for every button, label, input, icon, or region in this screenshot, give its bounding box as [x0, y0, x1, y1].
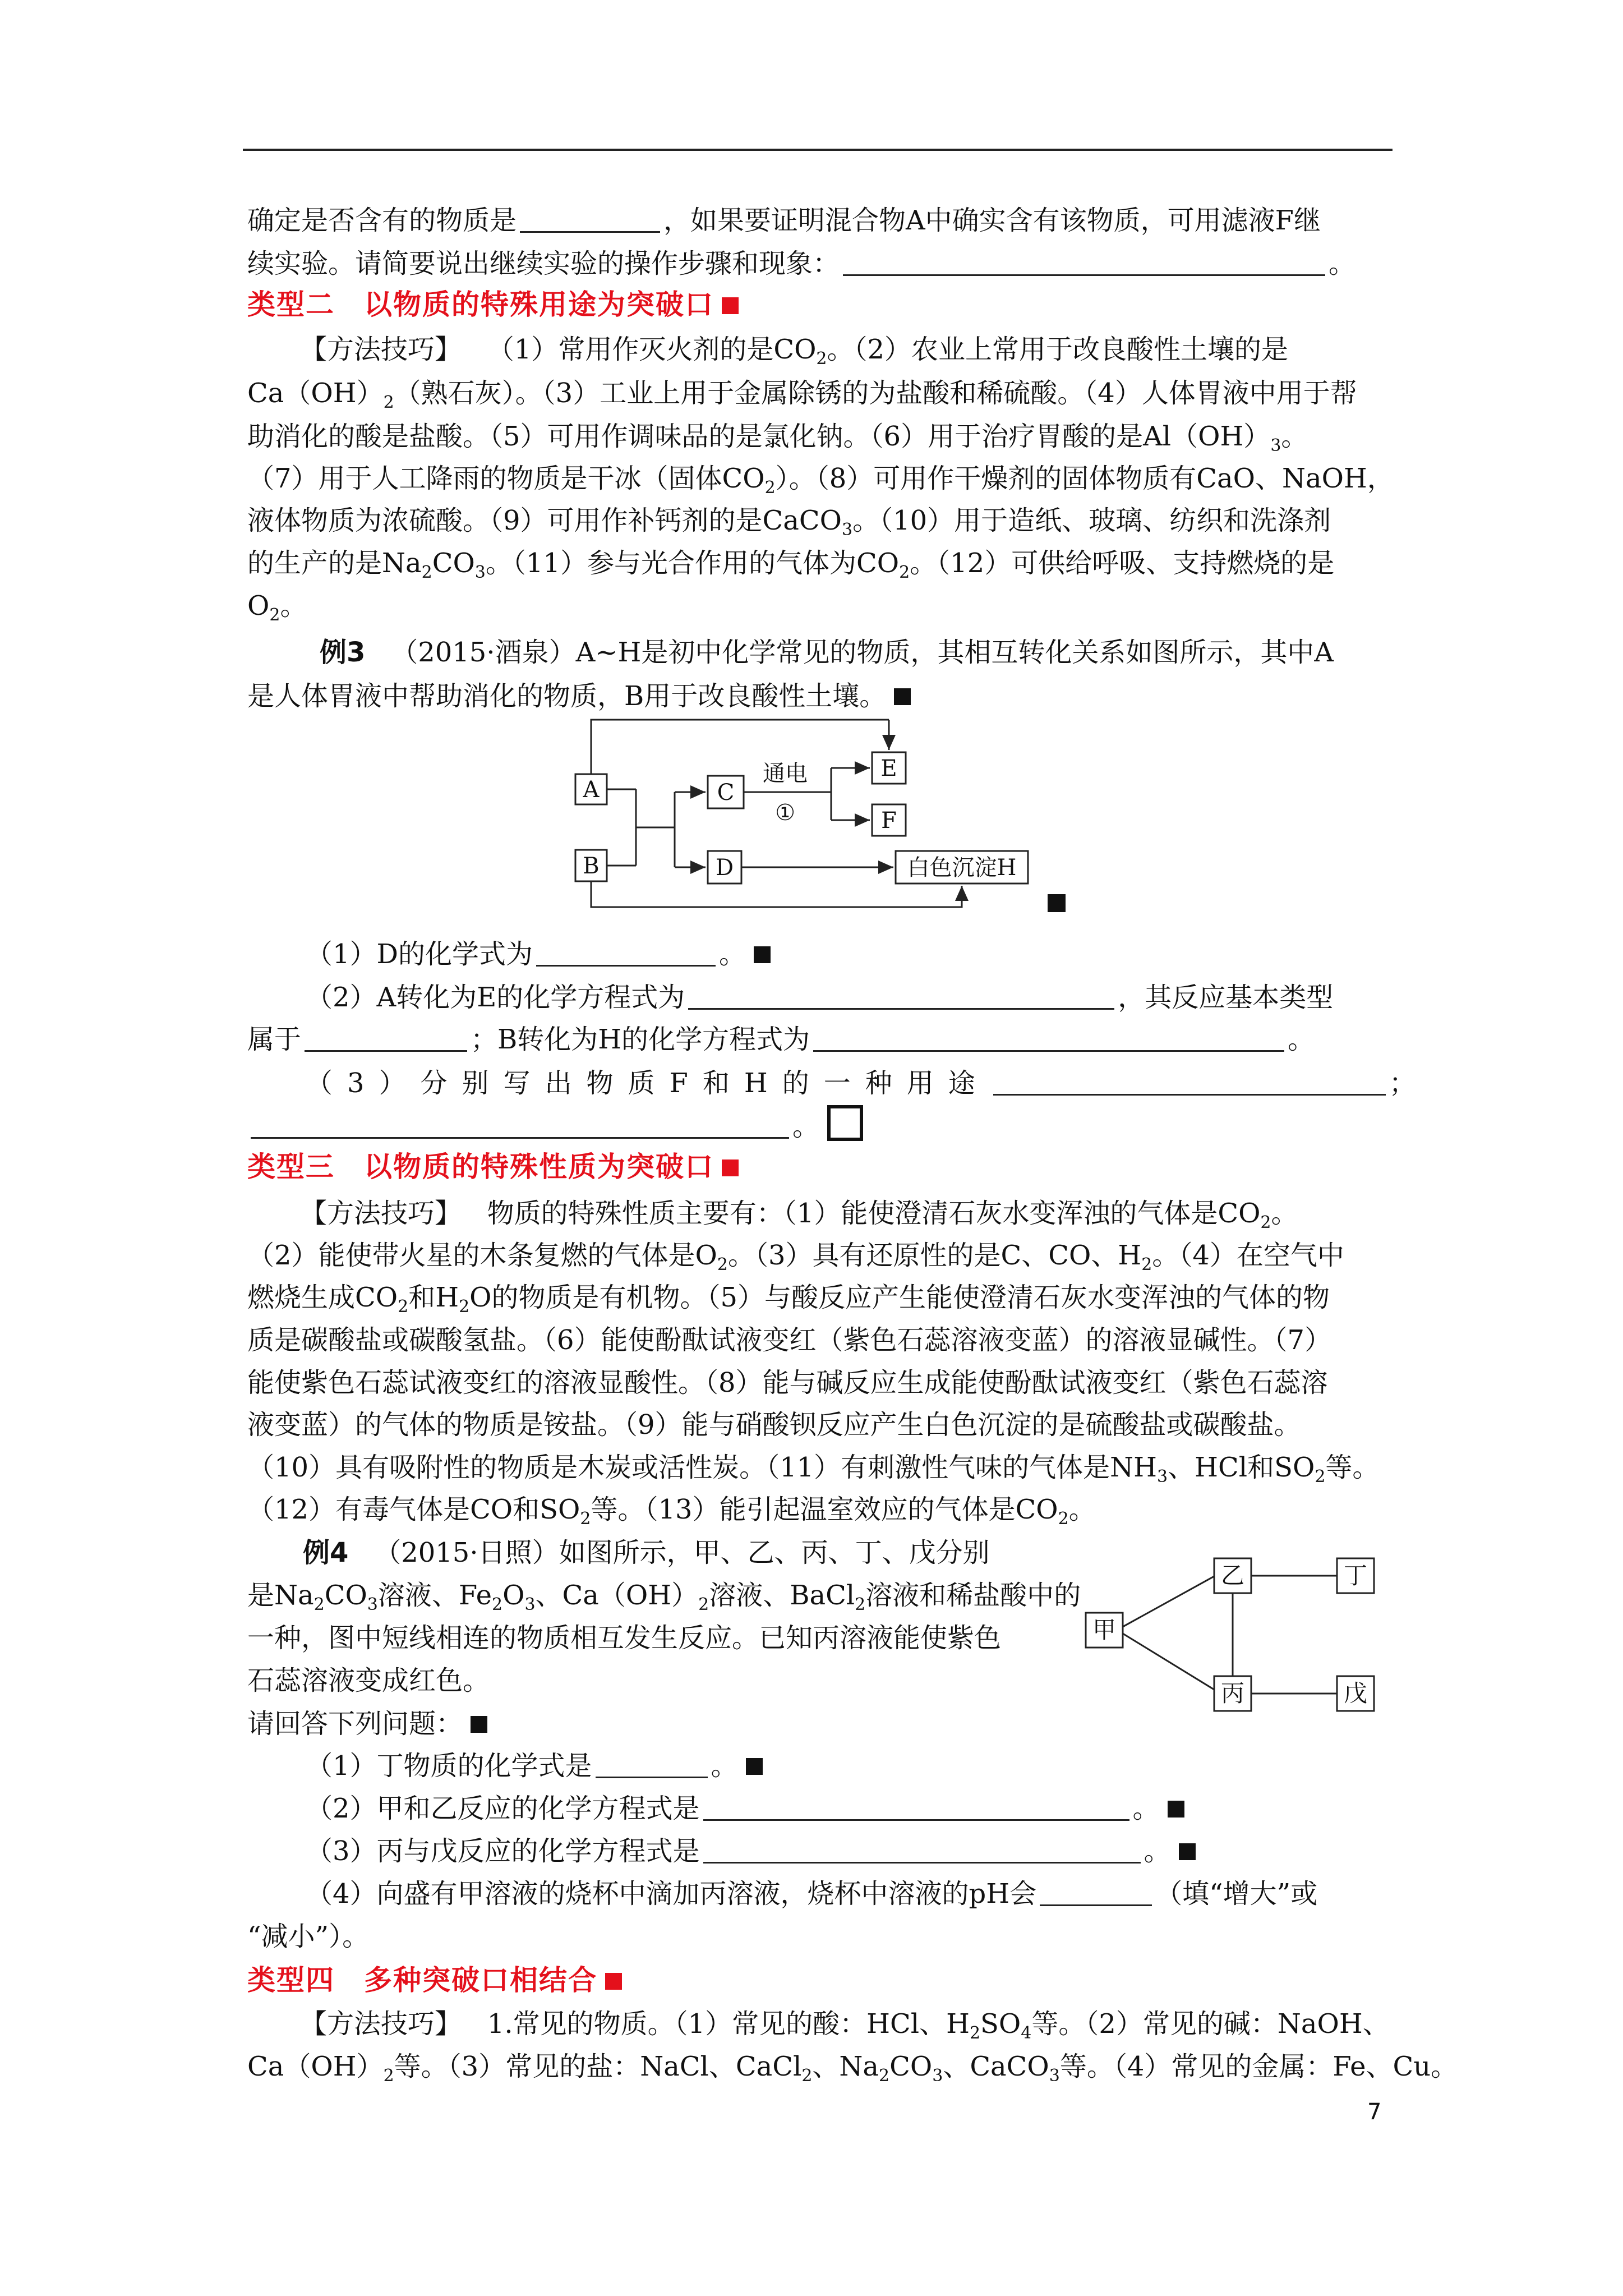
example4-q1: （1）丁物质的化学式是 。 — [306, 1745, 763, 1787]
type2-line-4: （7）用于人工降雨的物质是干冰（固体$CO_2$）。（8）可用作干燥剂的固体物质有CaO、NaOH， — [247, 463, 1394, 498]
type3-line-8: （12）有毒气体是CO和$SO_2$等。（13）能引起温室效应的气体是$CO_2$。 — [247, 1494, 1096, 1529]
type2-line-5: 液体物质为浓硫酸。（9）可用作补钙剂的是CaCO$_3$。（10）用于造纸、玻璃、纺织和洗涤剂 — [247, 505, 1331, 540]
type2-line-6: 的生产的是$Na_2CO_3$。（11）参与光合作用的气体为$CO_2$。（12）可供给呼吸、支持燃烧的是 — [247, 547, 1335, 582]
node-c-label: C — [717, 780, 735, 806]
example3-q2: （2）A转化为E的化学方程式为 ，其反应基本类型 — [306, 976, 1333, 1019]
section-heading-type4: 类型四 多种突破口相结合 — [247, 1959, 622, 2001]
square-marker-icon — [1179, 1843, 1196, 1860]
type2-line-7: $O_2$。 — [247, 590, 307, 625]
example4-q4: （4）向盛有甲溶液的烧杯中滴加丙溶液，烧杯中溶液的pH会 （填“增大”或 — [306, 1872, 1317, 1915]
type4-line-1: 【方法技巧】 1.常见的物质。（1）常见的酸：HCl、$H_2SO_4$等。（2）常见的碱：NaOH、 — [300, 2008, 1390, 2043]
node-d-label: D — [715, 855, 734, 881]
edge-number: ① — [775, 800, 795, 826]
square-marker-icon — [1168, 1801, 1184, 1818]
section-heading-type3: 类型三 以物质的特殊性质为突破口 — [247, 1145, 739, 1188]
answer-blank — [596, 1747, 708, 1778]
type3-line-5: 能使紫色石蕊试液变红的溶液显酸性。（8）能与碱反应生成能使酚酞试液变红（紫色石蕊溶 — [247, 1367, 1328, 1398]
type2-line-3: 助消化的酸是盐酸。（5）可用作调味品的是氯化钠。（6）用于治疗胃酸的是$Al(OH)_3$。 — [247, 421, 1308, 455]
type3-line-1: 【方法技巧】 物质的特殊性质主要有：（1）能使澄清石灰水变浑浊的气体是$CO_2$。 — [300, 1198, 1298, 1232]
example4-q2: （2）甲和乙反应的化学方程式是 。 — [306, 1787, 1184, 1830]
square-marker-icon — [746, 1758, 763, 1775]
example3-line-2: 是人体胃液中帮助消化的物质，B用于改良酸性土壤。 — [247, 675, 911, 717]
node-bing-label: 丙 — [1220, 1680, 1245, 1707]
answer-blank — [1040, 1875, 1152, 1906]
node-a-label: A — [583, 777, 600, 803]
example3-line-1: 例3 （2015·酒泉）A~H是初中化学常见的物质，其相互转化关系如图所示，其中A — [320, 637, 1334, 668]
type3-line-2: （2）能使带火星的木条复燃的气体是$O_2$。（3）具有还原性的是C、CO、$H_2$。（4）在空气中 — [247, 1240, 1344, 1274]
intro-line-1: 确定是否含有的物质是 ，如果要证明混合物A中确实含有该物质，可用滤液F继 — [247, 199, 1321, 242]
type3-line-3: 燃烧生成$CO_2$和$H_2O$的物质是有机物。（5）与酸反应产生能使澄清石灰水变浑浊的气体的物 — [247, 1282, 1330, 1317]
type3-line-4: 质是碳酸盐或碳酸氢盐。（6）能使酚酞试液变红（紫色石蕊溶液变蓝）的溶液显碱性。（7） — [247, 1324, 1332, 1356]
type4-line-2: $Ca(OH)_2$等。（3）常见的盐：NaCl、CaCl$_2$、$Na_2CO_3$、CaCO$_3$等。（4）常见的金属：Fe、Cu。 — [247, 2051, 1458, 2086]
node-f-label: F — [881, 808, 897, 834]
example4-line-2: 是$Na_2CO_3$溶液、$Fe_2O_3$、$Ca(OH)_2$溶液、BaCl$_2$溶液和稀盐酸中的 — [247, 1580, 1081, 1614]
example4-line-1: 例4 （2015·日照）如图所示，甲、乙、丙、丁、戊分别 — [303, 1537, 990, 1568]
section-heading-type2: 类型二 以物质的特殊用途为突破口 — [247, 283, 739, 326]
type2-line-1: 【方法技巧】 （1）常用作灭火剂的是$CO_2$。（2）农业上常用于改良酸性土壤的是 — [300, 334, 1289, 369]
type3-line-6: 液变蓝）的气体的物质是铵盐。（9）能与硝酸钡反应产生白色沉淀的是硫酸盐或碳酸盐。 — [247, 1409, 1301, 1441]
answer-blank — [703, 1833, 1141, 1864]
type2-line-2: $Ca(OH)_2$（熟石灰）。（3）工业上用于金属除锈的为盐酸和稀硫酸。（4）人体胃液中用于帮 — [247, 378, 1357, 412]
example4-line-3: 一种，图中短线相连的物质相互发生反应。已知丙溶液能使紫色 — [247, 1622, 1002, 1654]
answer-blank — [703, 1790, 1129, 1821]
example4-line-4: 石蕊溶液变成红色。 — [247, 1665, 490, 1696]
node-h-label: 白色沉淀H — [907, 855, 1017, 881]
example3-q2-cont: 属于 ；B转化为H的化学方程式为 。 — [247, 1018, 1315, 1061]
example4-line-5: 请回答下列问题： — [247, 1703, 487, 1745]
node-jia-label: 甲 — [1092, 1616, 1117, 1644]
type3-line-7: （10）具有吸附性的物质是木炭或活性炭。（11）有刺激性气味的气体是$NH_3$、HCl和$SO_2$等。 — [247, 1452, 1380, 1487]
node-e-label: E — [880, 756, 897, 781]
edge-label: 通电 — [763, 761, 808, 786]
square-marker-icon — [605, 1973, 622, 1990]
example4-q3: （3）丙与戊反应的化学方程式是 。 — [306, 1830, 1196, 1872]
example3-q3: （3）分别写出物质F和H的一种用途 ； — [306, 1062, 1431, 1105]
node-b-label: B — [583, 853, 600, 879]
node-ding-label: 丁 — [1343, 1562, 1368, 1589]
intro-line-2: 续实验。请简要说出继续实验的操作步骤和现象： 。 — [247, 242, 1355, 285]
example3-q3-cont: 。 — [247, 1105, 863, 1148]
page-number: 7 — [1367, 2099, 1382, 2125]
example4-q4-cont: “减小”）。 — [247, 1921, 370, 1952]
node-wu-label: 戊 — [1343, 1680, 1368, 1707]
example3-q1: （1）D的化学式为 。 — [306, 933, 771, 976]
node-yi-label: 乙 — [1220, 1562, 1245, 1589]
